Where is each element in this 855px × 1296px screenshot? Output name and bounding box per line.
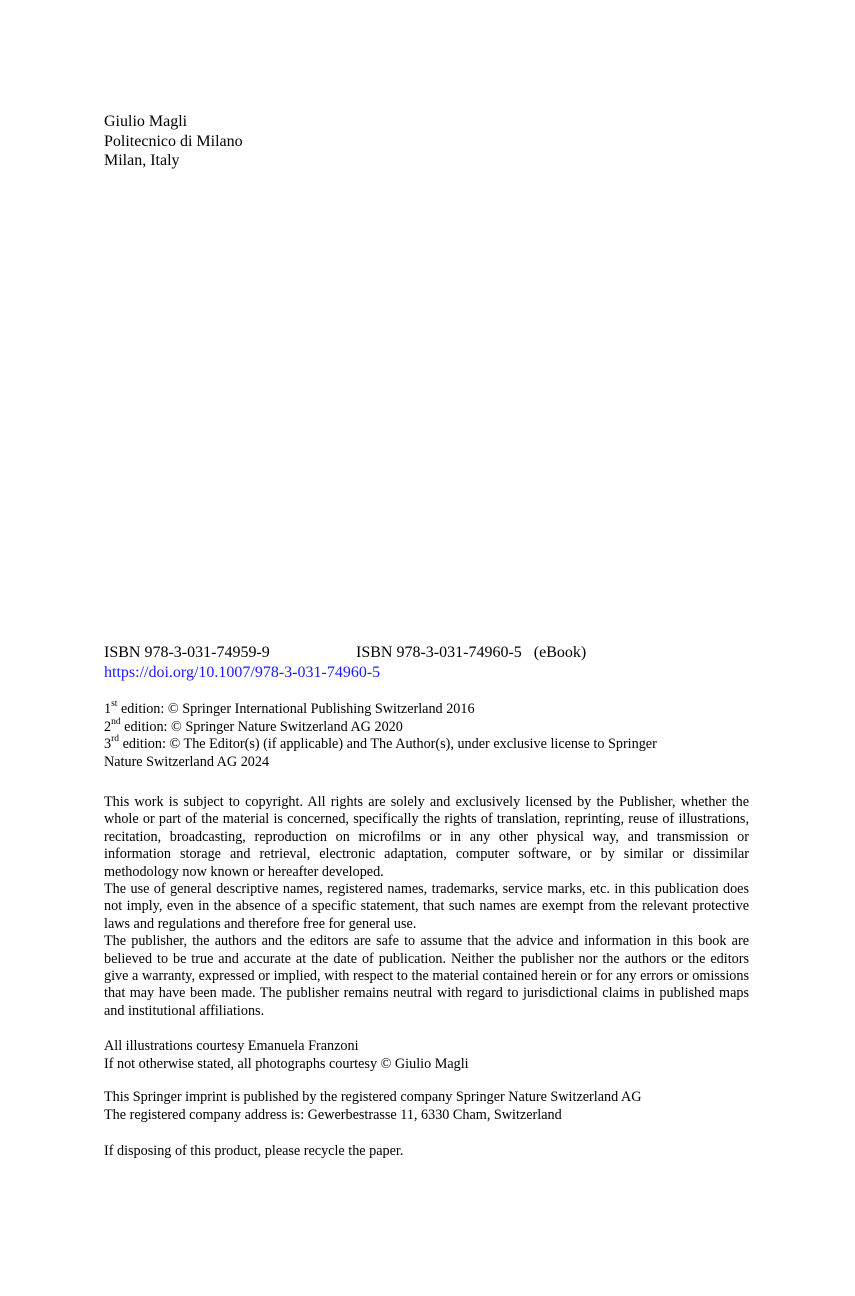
edition-suffix: st	[111, 699, 118, 710]
author-institution: Politecnico di Milano	[104, 132, 243, 150]
imprint-line-2: The registered company address is: Gewerbestrasse 11, 6330 Cham, Switzerland	[104, 1106, 562, 1123]
edition-line-1	[104, 701, 749, 719]
edition-line-2	[104, 716, 749, 737]
author-block	[104, 112, 243, 171]
edition-block	[104, 701, 749, 771]
copyright-paragraph: This work is subject to copyright. All rights are solely and exclusively licensed by the Publisher, whether the whole or part of the material is concerned, specifically the rights of translation, reprinting, reuse of illustrations, recitation, broadcasting, reproduction on microfilms or in any other physical way, and transmission or information storage and retrieval, electronic adaptation, computer software, or by similar or dissimilar methodology now known or hereafter developed.	[104, 794, 749, 880]
edition-text: edition: © The Editor(s) (if applicable) and The Author(s), under exclusive license to Springer	[119, 736, 657, 752]
isbn-block	[104, 643, 749, 683]
doi-link[interactable]: https://doi.org/10.1007/978-3-031-74960-5	[104, 664, 381, 681]
edition-number: 1	[104, 701, 112, 717]
credits-block	[104, 1038, 749, 1073]
edition-text: edition: © Springer International Publishing Switzerland 2016	[117, 701, 475, 717]
legal-block	[104, 794, 749, 1020]
recycle-block	[104, 1143, 749, 1161]
edition-text: edition: © Springer Nature Switzerland AG 2020	[120, 718, 403, 735]
imprint-line-1: This Springer imprint is published by the registered company Springer Nature Switzerland AG	[104, 1089, 642, 1105]
illustrations-credit: All illustrations courtesy Emanuela Franzoni	[104, 1038, 359, 1054]
edition-line-3	[104, 736, 749, 754]
imprint-block	[104, 1089, 749, 1124]
edition-line-3-continuation: Nature Switzerland AG 2024	[104, 753, 270, 770]
recycle-notice: If disposing of this product, please recycle the paper.	[104, 1143, 404, 1159]
isbn-row	[104, 643, 749, 663]
isbn-print: ISBN 978-3-031-74959-9	[104, 644, 270, 661]
isbn-ebook-group	[356, 643, 586, 663]
disclaimer-paragraph: The publisher, the authors and the editors are safe to assume that the advice and information in this book are believed to be true and accurate at the date of publication. Neither the publisher nor the authors or the editors give a warranty, expressed or implied, with respect to the material contained herein or for any errors or omissions that may have been made. The publisher remains neutral with regard to jurisdictional claims in published maps and institutional affiliations.	[104, 933, 749, 1019]
edition-number: 3	[104, 736, 112, 752]
edition-number: 2	[104, 718, 112, 735]
photographs-credit: If not otherwise stated, all photographs courtesy © Giulio Magli	[104, 1055, 469, 1072]
author-location: Milan, Italy	[104, 152, 180, 169]
names-paragraph: The use of general descriptive names, registered names, trademarks, service marks, etc. in this publication does not imply, even in the absence of a specific statement, that such names are exempt from the relevant protective laws and regulations and therefore free for general use.	[104, 881, 749, 932]
author-name: Giulio Magli	[104, 113, 188, 130]
edition-suffix: nd	[111, 716, 121, 727]
isbn-ebook-label: (eBook)	[533, 644, 587, 661]
edition-suffix: rd	[111, 734, 120, 745]
isbn-ebook: ISBN 978-3-031-74960-5	[356, 644, 522, 661]
